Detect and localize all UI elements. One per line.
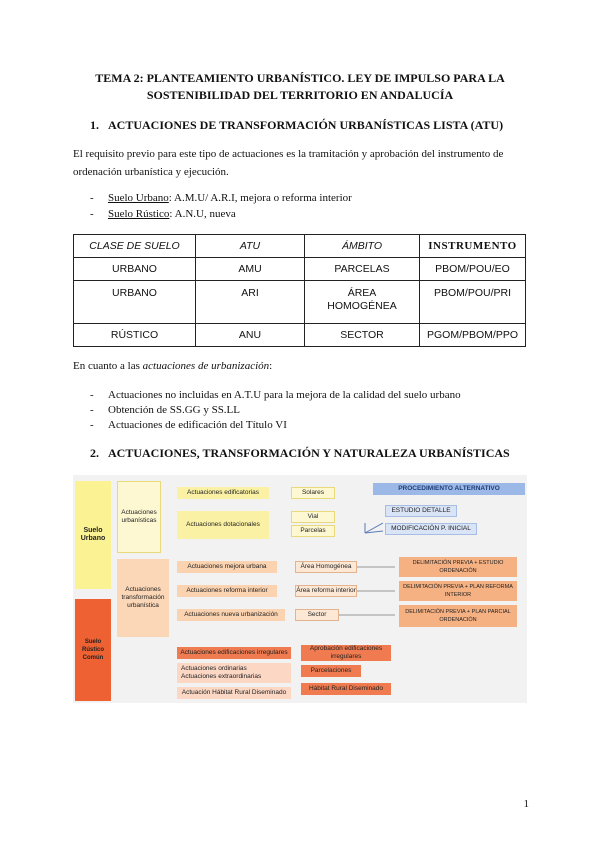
urbanizacion-list [90,388,461,433]
table-cell: SECTOR [305,324,420,347]
atu-table [73,234,526,347]
table-header-row [74,235,526,258]
list-item: - Actuaciones de edificación del Título VI [90,419,287,431]
delim-1-box: DELIMITACIÓN PREVIA + ESTUDIO ORDENACIÓN [399,557,517,577]
estudio-box: ESTUDIO DETALLE [385,505,457,517]
table-cell: ANU [196,324,305,347]
proc-alt-box: PROCEDIMIENTO ALTERNATIVO [373,483,525,495]
page-number: 1 [523,798,529,810]
sector-box: Sector [295,609,339,621]
table-cell: PGOM/PBOM/PPO [420,324,526,347]
table-header: ATU [196,235,305,258]
table-cell: AMU [196,258,305,281]
table-header: CLASE DE SUELO [74,235,196,258]
mejora-urbana-box: Actuaciones mejora urbana [177,561,277,573]
area-reforma-box: Área reforma interior [295,585,357,597]
nueva-urbanizacion-box: Actuaciones nueva urbanización [177,609,285,621]
section-2-text: ACTUACIONES, TRANSFORMACIÓN Y NATURALEZA URBANÍSTICAS [108,446,510,460]
urbanizacion-term: actuaciones de urbanización [142,360,270,372]
section-2-heading [90,446,510,461]
section-1-text: ACTUACIONES DE TRANSFORMACIÓN URBANÍSTICAS LISTA (ATU) [108,118,504,132]
table-cell: PBOM/POU/PRI [420,281,526,324]
ordinarias-box [177,663,291,683]
list-item: - Suelo Rústico: A.N.U, nueva [90,208,236,220]
suelo-urbano-box: Suelo Urbano [75,481,111,589]
ordinarias-label: Actuaciones ordinarias [181,665,247,672]
suelo-list [90,190,352,222]
modif-box: MODIFICACIÓN P. INICIAL [385,523,477,535]
reforma-interior-box: Actuaciones reforma interior [177,585,277,597]
table-cell: ÁREA HOMOGÉNEA [305,281,420,324]
list-item: - Actuaciones no incluidas en A.T.U para la mejora de la calidad del suelo urbano [90,389,461,401]
act-urbanisticas-box: Actuaciones urbanísticas [117,481,161,553]
document-title [60,70,540,104]
act-transformacion-box: Actuaciones transformación urbanística [117,559,169,637]
table-cell: URBANO [74,281,196,324]
vial-box: Vial [291,511,335,523]
urbanistic-diagram [73,475,527,703]
parcelas-box: Parcelas [291,525,335,537]
list-item: - Obtención de SS.GG y SS.LL [90,404,240,416]
urbanizacion-paragraph: En cuanto a las actuaciones de urbanización: [73,360,273,372]
table-cell: RÚSTICO [74,324,196,347]
title-line-2: SOSTENIBILIDAD DEL TERRITORIO EN ANDALUCÍA [146,88,454,102]
suelo-rustico-box: Suelo Rústico Común [75,599,111,701]
list-item: - Suelo Urbano: A.M.U/ A.R.I, mejora o reforma interior [90,192,352,204]
parcelaciones-box: Parcelaciones [301,665,361,677]
suelo-rustico-term: Suelo Rústico [108,208,170,220]
edificatorias-box: Actuaciones edificatorias [177,487,269,499]
table-row [74,281,526,324]
table-cell: PBOM/POU/EO [420,258,526,281]
solares-box: Solares [291,487,335,499]
delim-2-box: DELIMITACIÓN PREVIA + PLAN REFORMA INTERIOR [399,581,517,601]
table-header: ÁMBITO [305,235,420,258]
table-cell: ARI [196,281,305,324]
dotacionales-box: Actuaciones dotacionales [177,511,269,539]
section-2-number: 2. [90,446,99,460]
section-1-heading [90,118,503,133]
delim-3-box: DELIMITACIÓN PREVIA + PLAN PARCIAL ORDENACIÓN [399,605,517,627]
suelo-urbano-term: Suelo Urbano [108,192,169,204]
intro-paragraph: El requisito previo para este tipo de actuaciones es la tramitación y aprobación del instrumento de ordenación urbanística y ejecución. [73,148,504,178]
extraordinarias-label: Actuaciones extraordinarias [181,673,262,680]
title-line-1: TEMA 2: PLANTEAMIENTO URBANÍSTICO. LEY DE IMPULSO PARA LA [95,71,505,85]
edif-irregulares-box: Actuaciones edificaciones irregulares [177,647,291,659]
habitat-box: Hábitat Rural Diseminado [301,683,391,695]
table-row [74,258,526,281]
habitat-actuacion-box: Actuación Hábitat Rural Diseminado [177,687,291,699]
area-homogenea-box: Área Homogénea [295,561,357,573]
table-row [74,324,526,347]
table-header: INSTRUMENTO [420,235,526,258]
aprob-edif-box: Aprobación edificaciones irregulares [301,645,391,661]
table-cell: URBANO [74,258,196,281]
section-1-number: 1. [90,118,99,132]
table-cell: PARCELAS [305,258,420,281]
